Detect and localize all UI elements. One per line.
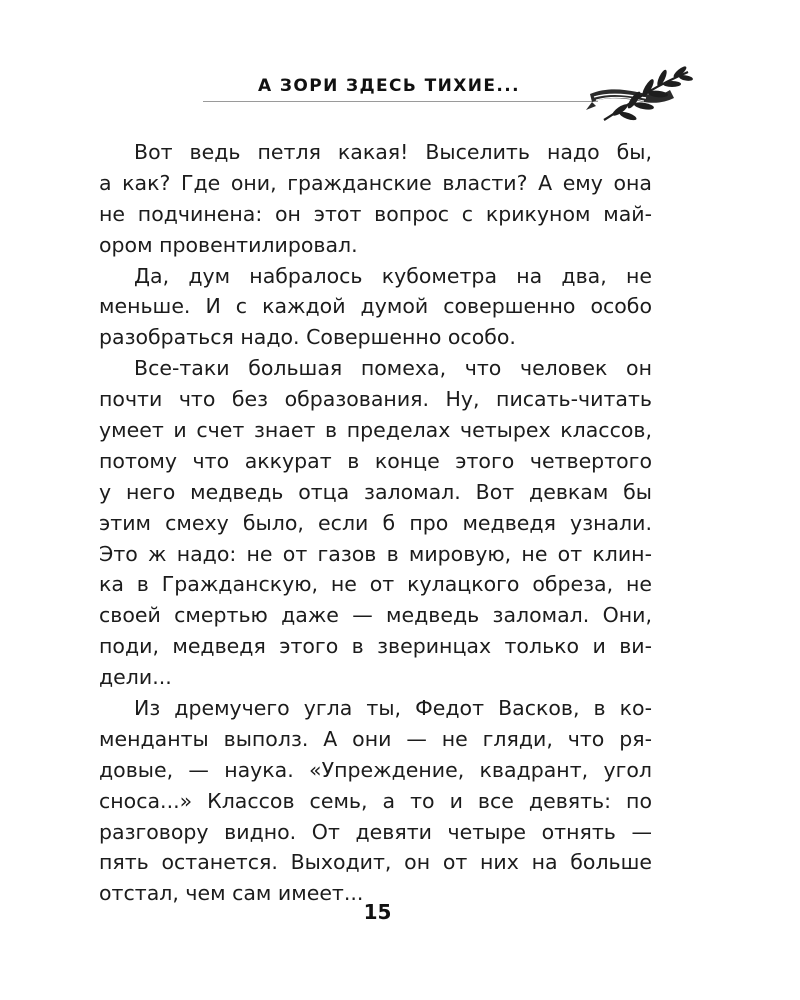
text-line: умеет и счет знает в пределах четырех классов, (99, 418, 652, 443)
text-line: пять останется. Выходит, он от них на больше (99, 850, 652, 875)
text-line: довые, — наука. «Упреждение, квадрант, угол (99, 757, 652, 782)
text-line: этим смеху было, если б про медведя узнали. (99, 510, 652, 535)
text-line: поди, медведя этого в зверинцах только и ви- (99, 634, 652, 659)
page-body-text (99, 137, 652, 909)
text-line: сноса...» Классов семь, а то и все девять: по (99, 788, 652, 813)
text-line: а как? Где они, гражданские власти? А ему она (99, 170, 652, 195)
text-line: Да, дум набралось кубометра на два, не (134, 263, 652, 288)
text-line: менданты выполз. А они — не гляди, что ря- (99, 726, 652, 751)
text-line: отстал, чем сам имеет... (99, 881, 364, 906)
text-line: меньше. И с каждой думой совершенно особо (99, 294, 652, 319)
text-line: ка в Гражданскую, не от кулацкого обреза, не (99, 572, 652, 597)
text-line: Вот ведь петля какая! Выселить надо бы, (134, 140, 652, 164)
text-line: Это ж надо: не от газов в мировую, не от клин- (99, 541, 652, 566)
paragraph (99, 353, 652, 693)
running-header (0, 0, 800, 140)
olive-branch-ribbon-icon (584, 64, 696, 128)
text-line: не подчинена: он этот вопрос с крикуном май- (99, 201, 652, 226)
text-line: почти что без образования. Ну, писать-читать (99, 387, 652, 412)
text-line: своей смертью даже — медведь заломал. Они, (99, 603, 652, 628)
paragraph (99, 137, 652, 261)
paragraph (99, 693, 652, 909)
book-title-header: А ЗОРИ ЗДЕСЬ ТИХИЕ... (258, 76, 520, 96)
text-line: дели... (99, 665, 172, 690)
page-number: 15 (363, 900, 392, 924)
text-line: разобраться надо. Совершенно особо. (99, 325, 516, 350)
header-divider (203, 101, 598, 102)
text-line: у него медведь отца заломал. Вот девкам бы (99, 479, 652, 504)
text-line: Из дремучего угла ты, Федот Васков, в ко- (134, 696, 652, 721)
text-line: разговору видно. От девяти четыре отнять — (99, 819, 652, 844)
text-line: ором провентилировал. (99, 232, 358, 257)
text-line: потому что аккурат в конце этого четвертого (99, 448, 652, 473)
text-line: Все-таки большая помеха, что человек он (134, 356, 652, 381)
paragraph (99, 261, 652, 354)
